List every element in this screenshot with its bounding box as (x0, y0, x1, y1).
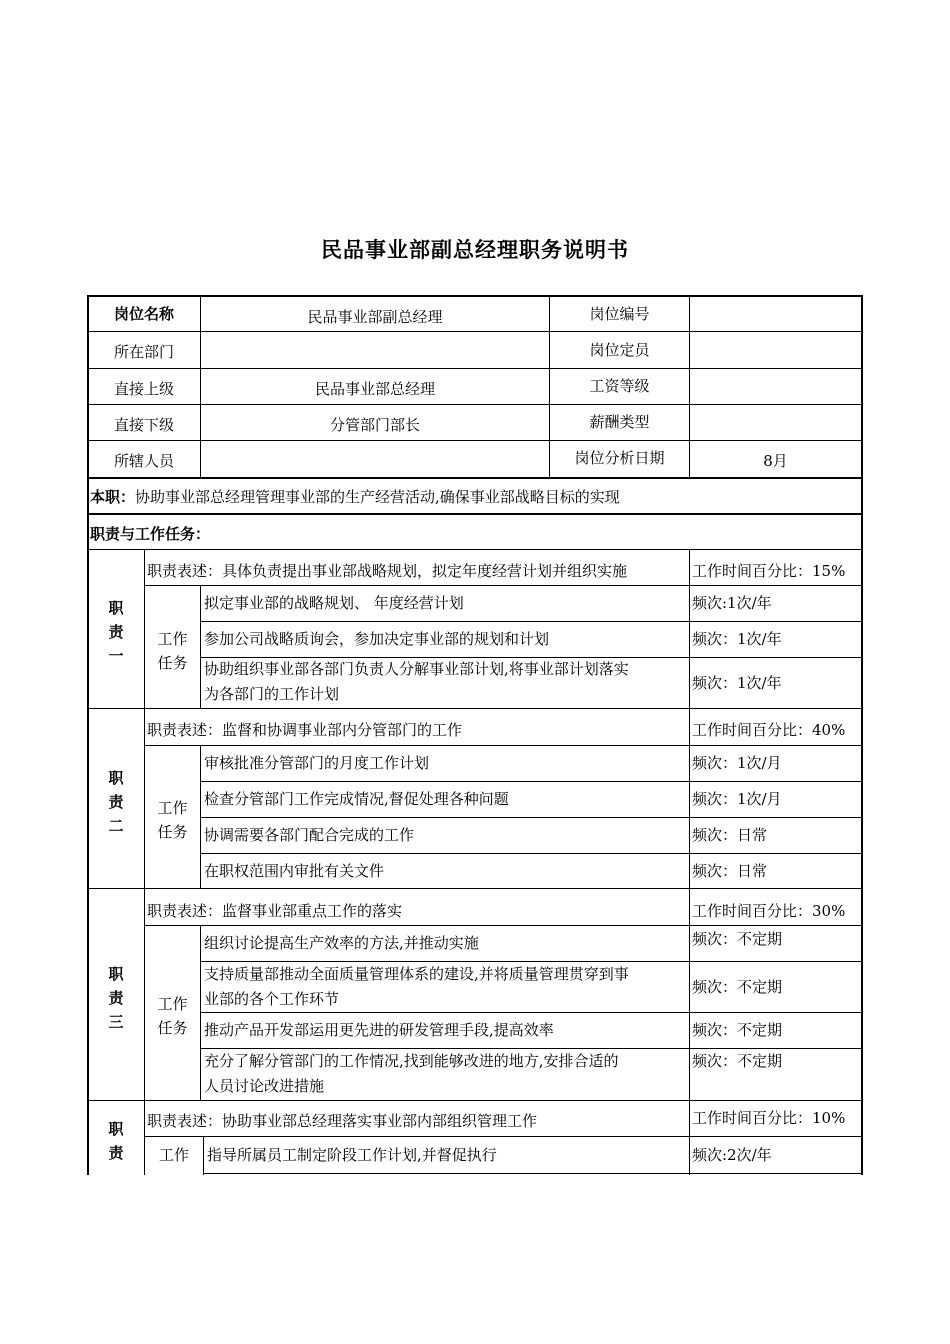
staff-label: 所辖人员 (113, 452, 174, 470)
task-frequency: 频次：不定期 (692, 1052, 783, 1070)
pay-type-label: 薪酬类型 (589, 413, 650, 431)
duty-name-char: 职 (108, 1120, 124, 1138)
analysis-date-value: 8月 (763, 452, 788, 470)
task-frequency: 频次：不定期 (692, 930, 783, 948)
duty-time-pct: 工作时间百分比：40% (692, 721, 846, 739)
task-frequency: 频次：1次/年 (692, 674, 782, 692)
superior-value: 民品事业部总经理 (314, 380, 435, 398)
core-duty-text: 协助事业部总经理管理事业部的生产经营活动,确保事业部战略目标的实现 (135, 488, 620, 506)
duty-statement: 职责表述：具体负责提出事业部战略规划，拟定年度经营计划并组织实施 (147, 562, 628, 580)
task-label-line2: 任务 (157, 654, 188, 672)
task-text: 拟定事业部的战略规划、 年度经营计划 (204, 594, 464, 612)
task-text: 在职权范围内审批有关文件 (204, 862, 385, 880)
duty-name-char: 二 (108, 817, 124, 835)
task-text-line2: 为各部门的工作计划 (204, 685, 340, 703)
position-code-label: 岗位编号 (589, 305, 650, 323)
duty-statement: 职责表述：监督和协调事业部内分管部门的工作 (147, 721, 463, 739)
task-label-line2: 任务 (157, 1019, 188, 1037)
task-text-line1: 支持质量部推动全面质量管理体系的建设,并将质量管理贯穿到事 (204, 965, 629, 983)
task-frequency: 频次:1次/年 (692, 594, 772, 612)
task-frequency: 频次：日常 (692, 826, 768, 844)
task-text: 审核批准分管部门的月度工作计划 (204, 754, 430, 772)
duties-header: 职责与工作任务： (90, 525, 211, 543)
duty-name-char: 职 (108, 599, 124, 617)
analysis-date-label: 岗位分析日期 (574, 449, 665, 467)
duty-name-char: 三 (108, 1013, 124, 1031)
duty-time-pct: 工作时间百分比：30% (692, 902, 846, 920)
subordinate-value: 分管部门部长 (329, 416, 420, 434)
task-text: 参加公司战略质询会，参加决定事业部的规划和计划 (204, 630, 550, 648)
task-frequency: 频次：不定期 (692, 1021, 783, 1039)
position-name-label: 岗位名称 (113, 305, 174, 323)
salary-grade-label: 工资等级 (589, 377, 650, 395)
task-frequency: 频次：1次/月 (692, 790, 782, 808)
task-text: 指导所属员工制定阶段工作计划,并督促执行 (207, 1146, 497, 1164)
duty-name-char: 一 (108, 647, 124, 665)
task-label-line1: 工作 (158, 1146, 189, 1164)
duty-name-char: 职 (108, 769, 124, 787)
task-text: 检查分管部门工作完成情况,督促处理各种问题 (204, 790, 509, 808)
duty-name-char: 责 (108, 1144, 124, 1162)
headcount-label: 岗位定员 (589, 341, 650, 359)
department-label: 所在部门 (113, 343, 174, 361)
duty-statement: 职责表述：监督事业部重点工作的落实 (147, 902, 403, 920)
task-text-line2: 人员讨论改进措施 (204, 1077, 325, 1095)
task-frequency: 频次：1次/月 (692, 754, 782, 772)
task-frequency: 频次:2次/年 (692, 1146, 772, 1164)
duty-name-char: 责 (108, 623, 124, 641)
subordinate-label: 直接下级 (113, 416, 174, 434)
duty-statement: 职责表述：协助事业部总经理落实事业部内部组织管理工作 (147, 1112, 538, 1130)
task-label-line1: 工作 (157, 630, 188, 648)
core-duty-label: 本职： (90, 488, 136, 506)
task-text: 协调需要各部门配合完成的工作 (204, 826, 415, 844)
superior-label: 直接上级 (113, 380, 174, 398)
task-frequency: 频次：1次/年 (692, 630, 782, 648)
duty-name-char: 责 (108, 989, 124, 1007)
task-text: 组织讨论提高生产效率的方法,并推动实施 (204, 934, 479, 952)
task-label-line1: 工作 (157, 995, 188, 1013)
document-title: 民品事业部副总经理职务说明书 (321, 238, 629, 262)
task-text-line2: 业部的各个工作环节 (204, 990, 340, 1008)
core-duty-row (90, 489, 620, 506)
position-name-value: 民品事业部副总经理 (307, 308, 443, 326)
task-label-line1: 工作 (157, 799, 188, 817)
duty-name-char: 责 (108, 793, 124, 811)
task-frequency: 频次：不定期 (692, 978, 783, 996)
task-text-line1: 充分了解分管部门的工作情况,找到能够改进的地方,安排合适的 (204, 1052, 619, 1070)
duty-time-pct: 工作时间百分比：15% (692, 562, 846, 580)
duty-name-char: 职 (108, 965, 124, 983)
task-label-line2: 任务 (157, 823, 188, 841)
task-text-line1: 协助组织事业部各部门负责人分解事业部计划,将事业部计划落实 (204, 660, 629, 678)
duty-time-pct: 工作时间百分比：10% (692, 1109, 846, 1127)
task-frequency: 频次：日常 (692, 862, 768, 880)
task-text: 推动产品开发部运用更先进的研发管理手段,提高效率 (204, 1021, 554, 1039)
